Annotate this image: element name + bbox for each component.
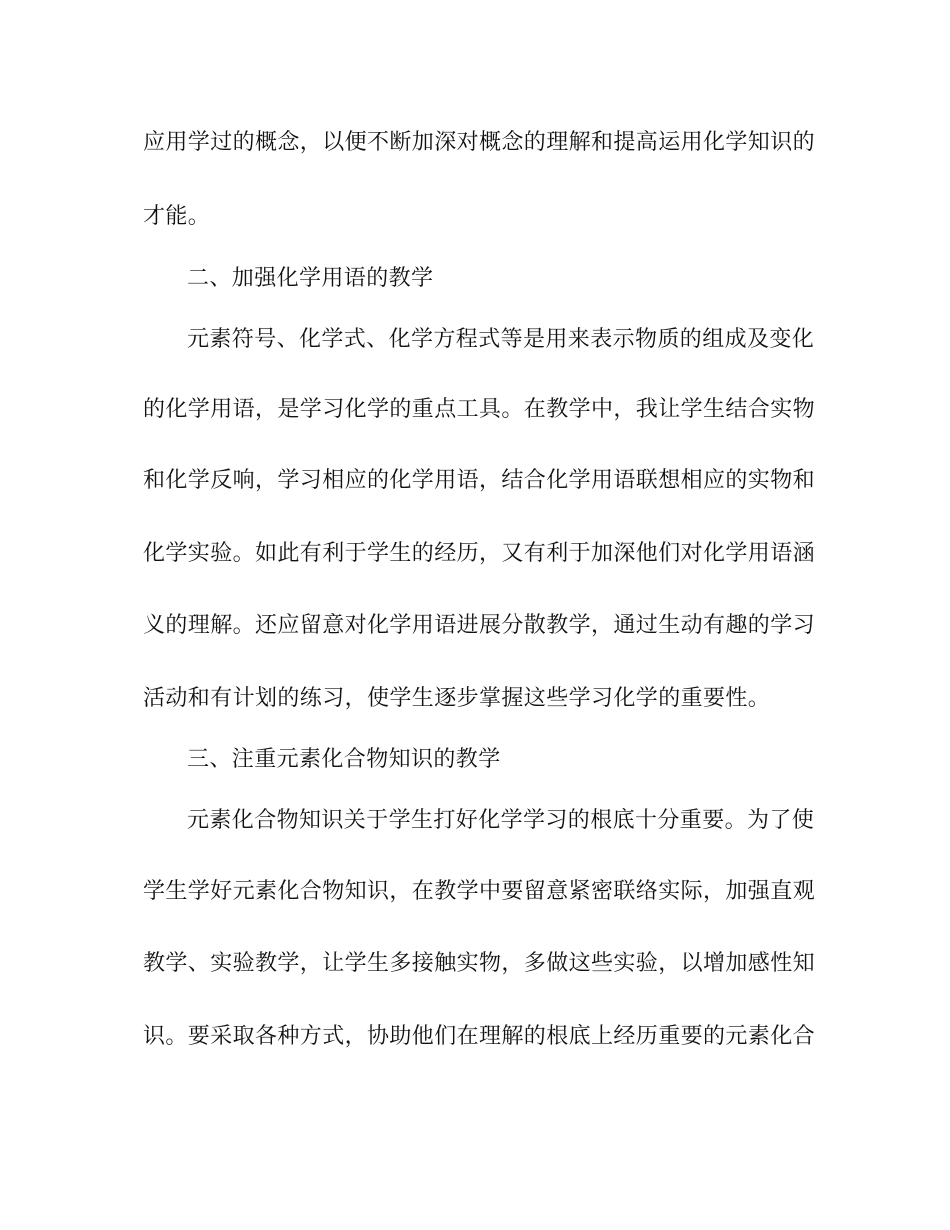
paragraph-2-line-2: 的化学用语，是学习化学的重点工具。在教学中，我让学生结合实物 — [143, 397, 816, 422]
section-heading-3: 三、注重元素化合物知识的教学 — [187, 747, 501, 772]
paragraph-3-line-1: 元素化合物知识关于学生打好化学学习的根底十分重要。为了使 — [187, 808, 815, 833]
paragraph-2-line-4: 化学实验。如此有利于学生的经历，又有利于加深他们对化学用语涵 — [143, 541, 816, 566]
paragraph-2-line-3: 和化学反响，学习相应的化学用语，结合化学用语联想相应的实物和 — [143, 468, 816, 493]
paragraph-2-line-6: 活动和有计划的练习，使学生逐步掌握这些学习化学的重要性。 — [143, 686, 771, 711]
section-heading-2: 二、加强化学用语的教学 — [187, 266, 434, 291]
paragraph-3-line-3: 教学、实验教学，让学生多接触实物，多做这些实验，以增加感性知 — [143, 951, 816, 976]
paragraph-3-line-2: 学生学好元素化合物知识，在教学中要留意紧密联络实际，加强直观 — [143, 879, 816, 904]
paragraph-2-line-1: 元素符号、化学式、化学方程式等是用来表示物质的组成及变化 — [187, 327, 815, 352]
paragraph-1-line-1: 应用学过的概念，以便不断加深对概念的理解和提高运用化学知识的 — [143, 130, 816, 155]
paragraph-3-line-4: 识。要采取各种方式，协助他们在理解的根底上经历重要的元素化合 — [143, 1024, 816, 1049]
paragraph-2-line-5: 义的理解。还应留意对化学用语进展分散教学，通过生动有趣的学习 — [143, 613, 816, 638]
paragraph-1-line-2: 才能。 — [143, 204, 211, 229]
